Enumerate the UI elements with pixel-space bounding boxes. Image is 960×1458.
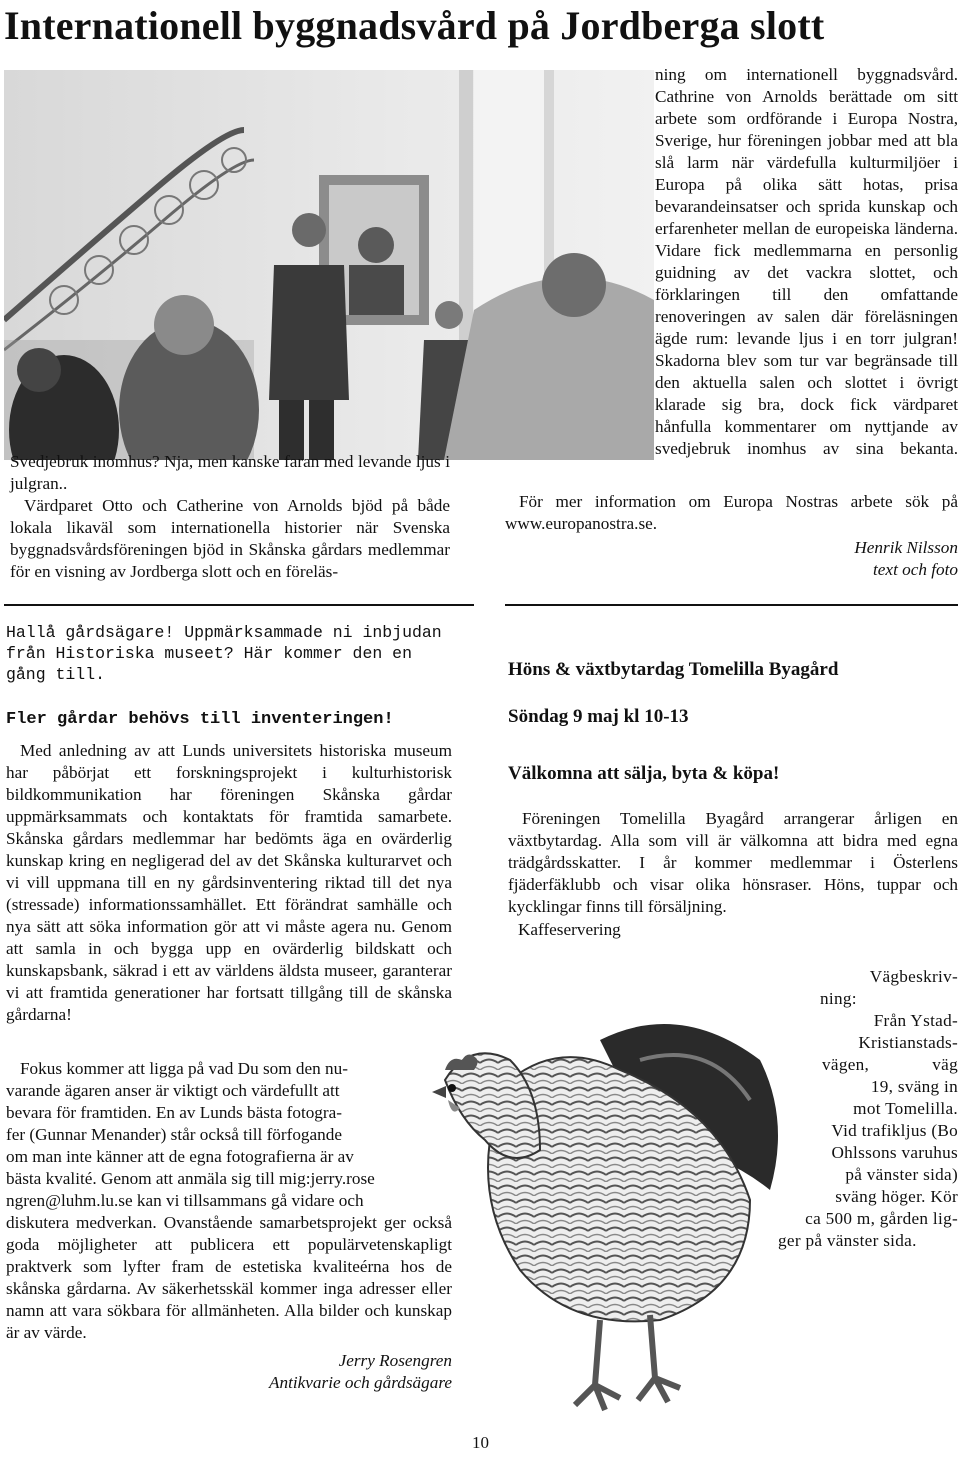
section-divider-left	[4, 604, 474, 606]
photo-caption	[10, 451, 450, 583]
article1-left-body: Värdparet Otto och Catherine von Arnolds bjöd på både lokala likaväl som internationella historier när Svenska byggnadsvårdsföreningen bjöd in Skånska gårdars medlemmar för en visning av Jordberga slott och en föreläs-	[10, 496, 450, 581]
directions-line: Från Ystad-	[873, 1011, 958, 1030]
article2-paragraph-1: Med anledning av att Lunds universitets historiska museum har påbörjat ett forskningsprojekt i kulturhistorisk bildkommunikation har föreningen Skånska gårdar uppmärksammats och kontaktats för framtida samarbete. Skånska gårdars medlemmar har bedömts äga en ovärderlig kunskap kring en negligerad del av det Skånska kulturarvet och vi vill uppmana till en ny gårdsinventering riktad till det nya (stressade) informationssamhället. Ett förändrat samhälle och nya sätt att söka information gör att vi måste agera nu. Genom att samla in och bygga upp en ovärderlig bildskatt och kunskapsbank, säkrad i ett av världens äldsta museer, garanterar vi att framtida generationer har fortsatt tillgång till de skånska gårdarna!	[6, 741, 452, 1024]
p2-line: fer (Gunnar Menander) står också till förfogande	[6, 1125, 342, 1144]
directions-line: Vid trafikljus (Bo	[831, 1121, 958, 1140]
article2-heading: Fler gårdar behövs till inventeringen!	[6, 710, 394, 729]
directions-line: 19, sväng in	[870, 1077, 958, 1096]
p2-line: bevara för framtiden. En av Lunds bästa fotogra-	[6, 1103, 342, 1122]
article3-coffee: Kaffeservering	[518, 920, 621, 939]
article1-author: Henrik Nilsson	[854, 538, 958, 557]
article3-body: Föreningen Tomelilla Byagård arrangerar årligen en växtbytardag. Alla som vill är välkomna att bidra med egna trädgårdsskatter. I år kommer medlemmar i Österlens fjäderfäklubb och visar olika hönsraser. Höns, tuppar och kycklingar finns till försäljning.	[508, 809, 958, 916]
article2-intro: Hallå gårdsägare! Uppmärksammade ni inbjudan från Historiska museet? Här kommer den en gång till.	[6, 623, 442, 684]
directions-line: Vägbeskriv-	[869, 967, 958, 986]
directions-line: Kristianstads-	[858, 1033, 958, 1052]
article3-title: Höns & växtbytardag Tomelilla Byagård	[508, 659, 839, 680]
directions-line: på vänster sida)	[845, 1165, 958, 1184]
directions	[760, 966, 958, 1252]
page-title: Internationell byggnadsvård på Jordberga slott	[4, 3, 825, 48]
directions-line: vägen, väg	[822, 1055, 958, 1074]
p2-line: om man inte känner att de egna fotografierna är av	[6, 1147, 354, 1166]
article3-welcome: Välkomna att sälja, byta & köpa!	[508, 763, 780, 784]
directions-line: ger på vänster sida.	[778, 1231, 917, 1250]
article3-date: Söndag 9 maj kl 10-13	[508, 706, 689, 727]
article1-right-body-block	[505, 64, 958, 460]
article3-body-block	[508, 808, 958, 941]
p2-rest: diskutera medverkan. Ovanstående samarbetsprojekt ger också goda möjligheter att publicera ett populärvetenskapligt praktverk som lyfter fram de estetiska kvaliteérna hos de skånska gårdarna. Av säkerhetsskäl kommer inga adresser eller namn att vara sökbara för allmänheten. Alla bilder och kunskap är av värde.	[6, 1213, 452, 1342]
article2-body	[6, 740, 452, 1026]
hen-illustration	[390, 1000, 810, 1420]
page-number: 10	[472, 1433, 489, 1452]
article1-info: För mer information om Europa Nostras arbete sök på www.europanostra.se.	[505, 492, 958, 533]
directions-line: mot Tomelilla.	[853, 1099, 958, 1118]
p2-line: bästa kvalité. Genom att anmäla sig till mig:jerry.rose	[6, 1169, 375, 1188]
directions-line: Ohlssons varuhus	[831, 1143, 958, 1162]
article1-info-block	[505, 491, 958, 581]
article2-author: Jerry Rosengren	[338, 1351, 452, 1370]
article2-author-role: Antikvarie och gårdsägare	[269, 1373, 452, 1392]
article2-paragraph-2	[6, 1058, 452, 1394]
p2-line: ngren@luhm.lu.se kan vi tillsammans gå vidare och	[6, 1191, 364, 1210]
article1-right-body: ning om internationell byggnadsvård. Cathrine von Arnolds berättade om sitt arbete som ordförande i Europa Nostra, Sverige, hur föreningen jobbar med att bla slå larm när värdefulla kulturmiljöer i Europa på olika sätt hotas, prisa bevarandeinsatser och sprida kunskap och erfarenheter mellan de europeiska länderna. Vidare fick medlemmarna en personlig guidning av det vackra slottet, och förklaringen till den omfattande renoveringen av salen där föreläsningen ägde rum: levande ljus i en torr julgran! Skadorna blev som tur var begränsade till den aktuella salen och slottet i övrigt klarade sig bra, dock fick värdparet hånfulla kommentarer om nyttjande av svedjebruk inomhus av sina bekanta.	[655, 65, 958, 458]
p2-line: Fokus kommer att ligga på vad Du som den nu-	[20, 1059, 348, 1078]
directions-line: ning:	[820, 989, 857, 1008]
directions-line: sväng höger. Kör	[835, 1187, 958, 1206]
article1-author-role: text och foto	[873, 560, 958, 579]
section-divider-right	[505, 604, 958, 606]
directions-line: ca 500 m, gården lig-	[805, 1209, 958, 1228]
caption-text: Svedjebruk inomhus? Nja, men kanske faran med levande ljus i julgran..	[10, 452, 450, 493]
p2-line: varande ägaren anser är viktigt och värdefullt att	[6, 1081, 340, 1100]
